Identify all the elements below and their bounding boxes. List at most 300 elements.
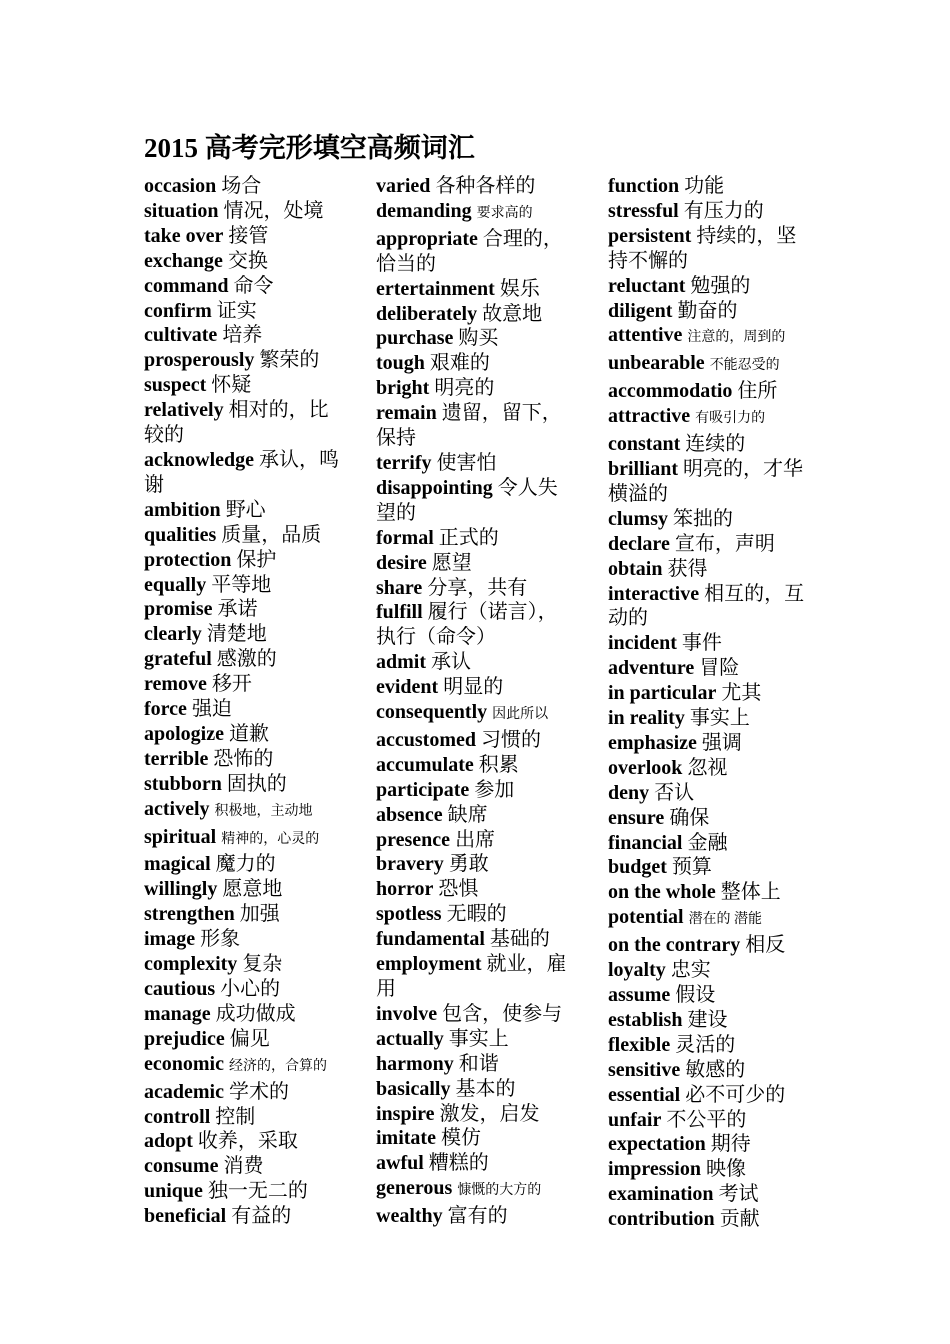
vocab-entry <box>376 551 576 576</box>
vocab-chinese: 参加 <box>474 778 515 801</box>
vocab-entry <box>608 274 808 299</box>
vocab-entry <box>608 1132 808 1157</box>
vocab-chinese: 潜在的 潜能 <box>688 912 763 928</box>
vocab-english: relatively <box>144 399 224 422</box>
vocab-entry <box>144 174 344 199</box>
vocab-entry <box>608 681 808 706</box>
vocab-english: tough <box>376 352 425 375</box>
vocab-entry <box>608 706 808 731</box>
vocab-chinese: 忠实 <box>670 959 711 982</box>
vocab-entry <box>376 376 576 401</box>
vocab-entry <box>376 174 576 199</box>
vocab-english: wealthy <box>376 1205 443 1228</box>
vocab-entry <box>144 672 344 697</box>
vocab-chinese: 模仿 <box>440 1127 481 1150</box>
vocab-entry <box>608 557 808 582</box>
vocab-english: acknowledge <box>144 448 254 471</box>
vocab-english: in reality <box>608 707 685 730</box>
vocab-entry <box>144 952 344 977</box>
vocab-english: on the whole <box>608 881 716 904</box>
vocab-english: obtain <box>608 557 663 580</box>
vocab-chinese: 不公平的 <box>666 1108 747 1131</box>
vocab-entry <box>376 600 576 650</box>
vocab-english: disappointing <box>376 476 493 499</box>
vocab-english: cautious <box>144 978 216 1000</box>
vocab-english: demanding <box>376 199 472 222</box>
vocab-english: ensure <box>608 806 665 829</box>
vocab-chinese: 预算 <box>671 856 712 879</box>
vocab-chinese: 忽视 <box>687 756 728 779</box>
vocab-entry <box>376 1176 576 1204</box>
vocab-english: equally <box>144 573 207 596</box>
vocab-entry <box>608 806 808 831</box>
vocab-chinese: 野心 <box>225 498 266 521</box>
vocab-english: financial <box>608 831 683 854</box>
vocab-english: complexity <box>144 953 238 976</box>
vocab-entry <box>376 852 576 877</box>
vocab-entry <box>144 1052 344 1080</box>
vocab-chinese: 笨拙的 <box>673 507 733 530</box>
vocab-chinese: 和谐 <box>458 1052 499 1075</box>
vocab-chinese: 合理的，恰当的 <box>376 227 563 275</box>
vocab-english: expectation <box>608 1133 706 1156</box>
vocab-english: promise <box>144 598 213 621</box>
vocab-chinese: 基础的 <box>489 928 550 951</box>
vocab-english: stubborn <box>144 772 222 795</box>
vocab-english: flexible <box>608 1033 671 1056</box>
vocab-chinese: 勤奋的 <box>677 299 738 322</box>
vocab-english: situation <box>144 199 219 222</box>
vocab-chinese: 勉强的 <box>690 274 751 297</box>
vocab-chinese: 分享，共有 <box>427 576 528 599</box>
vocab-chinese: 明亮的，才华横溢的 <box>608 457 804 505</box>
vocab-entry <box>376 277 576 302</box>
vocab-english: on the contrary <box>608 934 741 957</box>
vocab-chinese: 假设 <box>675 984 716 1006</box>
vocab-chinese: 培养 <box>222 324 263 347</box>
vocab-column-3 <box>608 174 808 1232</box>
vocab-chinese: 保护 <box>236 548 277 571</box>
vocab-entry <box>376 302 576 327</box>
vocab-column-1 <box>144 174 344 1229</box>
vocab-entry <box>144 1154 344 1179</box>
vocab-entry <box>144 448 344 498</box>
vocab-english: remove <box>144 673 207 696</box>
vocab-english: accommodatio <box>608 380 733 403</box>
vocab-chinese: 消费 <box>223 1155 264 1178</box>
vocab-entry <box>608 1058 808 1083</box>
vocab-entry <box>608 905 808 933</box>
vocab-english: prejudice <box>144 1027 225 1050</box>
vocab-chinese: 建设 <box>687 1008 728 1031</box>
vocab-entry <box>144 902 344 927</box>
vocab-chinese: 交换 <box>227 249 268 272</box>
vocab-english: participate <box>376 778 470 801</box>
vocab-chinese: 成功做成 <box>215 1002 296 1025</box>
vocab-entry <box>144 747 344 772</box>
vocab-chinese: 使害怕 <box>436 451 497 474</box>
vocab-entry <box>608 1033 808 1058</box>
vocab-chinese: 金融 <box>687 831 728 854</box>
vocab-english: force <box>144 698 187 721</box>
vocab-english: adopt <box>144 1130 193 1153</box>
vocab-english: economic <box>144 1052 224 1075</box>
vocab-entry <box>608 983 808 1008</box>
vocab-english: interactive <box>608 582 700 605</box>
vocab-english: apologize <box>144 722 224 745</box>
vocab-english: terrible <box>144 747 209 770</box>
vocab-english: share <box>376 576 423 599</box>
vocab-english: grateful <box>144 648 212 671</box>
vocab-chinese: 遗留，留下，保持 <box>376 402 562 450</box>
vocab-chinese: 相对的，比较的 <box>144 399 329 447</box>
vocab-chinese: 慷慨的大方的 <box>457 1183 542 1199</box>
vocab-entry <box>376 650 576 675</box>
vocab-english: exchange <box>144 249 223 272</box>
vocab-english: image <box>144 928 196 951</box>
vocab-english: contribution <box>608 1208 715 1231</box>
vocab-english: remain <box>376 402 437 425</box>
vocab-chinese: 强调 <box>701 731 742 754</box>
vocab-english: admit <box>376 651 426 674</box>
vocab-chinese: 相反 <box>745 934 786 957</box>
vocab-english: manage <box>144 1002 211 1025</box>
vocab-entry <box>144 199 344 224</box>
vocab-english: command <box>144 274 229 297</box>
vocab-entry <box>608 933 808 958</box>
vocab-english: horror <box>376 878 434 901</box>
vocab-entry <box>376 778 576 803</box>
vocab-english: ertertainment <box>376 277 495 300</box>
vocab-entry <box>608 582 808 632</box>
vocab-chinese: 否认 <box>654 781 695 804</box>
vocab-chinese: 恐怖的 <box>213 747 274 770</box>
vocab-entry <box>144 1204 344 1229</box>
vocab-entry <box>376 1077 576 1102</box>
vocab-english: budget <box>608 856 667 879</box>
vocab-chinese: 艰难的 <box>429 352 490 375</box>
vocab-english: bravery <box>376 853 444 876</box>
vocab-english: assume <box>608 984 671 1006</box>
vocab-entry <box>608 880 808 905</box>
vocab-entry <box>376 1102 576 1127</box>
vocab-english: deny <box>608 781 650 804</box>
vocab-chinese: 承认，鸣谢 <box>144 448 339 496</box>
vocab-entry <box>608 457 808 507</box>
vocab-english: terrify <box>376 451 432 474</box>
vocab-chinese: 强迫 <box>191 698 232 721</box>
vocab-chinese: 要求高的 <box>476 205 533 221</box>
vocab-english: actively <box>144 797 210 820</box>
vocab-chinese: 恐惧 <box>438 878 479 901</box>
vocab-entry <box>376 1052 576 1077</box>
vocab-entry <box>376 576 576 601</box>
vocab-chinese: 糟糕的 <box>428 1152 489 1175</box>
vocab-entry <box>608 379 808 404</box>
vocab-chinese: 有益的 <box>231 1205 292 1228</box>
vocab-entry <box>376 1204 576 1229</box>
vocab-entry <box>376 401 576 451</box>
vocab-entry <box>608 656 808 681</box>
vocab-english: attentive <box>608 324 683 347</box>
vocab-entry <box>144 1027 344 1052</box>
vocab-english: unique <box>144 1180 203 1203</box>
vocab-chinese: 激发，启发 <box>439 1102 540 1125</box>
page-title: 2015 高考完形填空高频词汇 <box>144 133 475 163</box>
vocab-chinese: 清楚地 <box>206 623 267 646</box>
vocab-english: imitate <box>376 1127 436 1150</box>
vocab-english: strengthen <box>144 903 235 926</box>
vocab-chinese: 习惯的 <box>480 728 541 751</box>
vocab-chinese: 情况，处境 <box>223 199 324 222</box>
vocab-english: essential <box>608 1083 681 1106</box>
vocab-chinese: 相互的，互动的 <box>608 582 805 630</box>
vocab-chinese: 冒险 <box>699 657 740 680</box>
vocab-entry <box>376 927 576 952</box>
vocab-english: stressful <box>608 199 679 222</box>
vocab-entry <box>144 573 344 598</box>
vocab-entry <box>376 476 576 526</box>
vocab-english: sensitive <box>608 1058 681 1081</box>
vocab-chinese: 学术的 <box>228 1080 289 1103</box>
vocab-chinese: 明亮的 <box>434 377 495 400</box>
vocab-entry <box>376 1126 576 1151</box>
vocab-entry <box>144 523 344 548</box>
vocab-english: inspire <box>376 1102 435 1125</box>
vocab-english: in particular <box>608 682 717 705</box>
vocab-entry <box>376 1027 576 1052</box>
vocab-entry <box>144 647 344 672</box>
vocab-english: diligent <box>608 299 673 322</box>
vocab-english: emphasize <box>608 731 697 754</box>
vocab-entry <box>144 597 344 622</box>
vocab-chinese: 获得 <box>667 557 708 580</box>
vocab-chinese: 场合 <box>221 175 262 197</box>
vocab-english: purchase <box>376 327 454 350</box>
vocab-chinese: 证实 <box>216 299 257 322</box>
vocab-entry <box>144 373 344 398</box>
vocab-entry <box>376 700 576 728</box>
vocab-chinese: 事件 <box>681 632 722 655</box>
vocab-entry <box>608 1008 808 1033</box>
vocab-english: prosperously <box>144 349 255 372</box>
vocab-entry <box>144 249 344 274</box>
vocab-english: spotless <box>376 903 442 926</box>
vocab-chinese: 事实上 <box>689 707 750 730</box>
vocab-chinese: 愿望 <box>431 551 472 574</box>
vocab-english: harmony <box>376 1052 454 1075</box>
vocab-english: suspect <box>144 374 207 397</box>
vocab-chinese: 偏见 <box>229 1027 270 1050</box>
vocab-english: bright <box>376 377 430 400</box>
vocab-chinese: 故意地 <box>482 302 543 325</box>
vocab-entry <box>608 781 808 806</box>
vocab-english: absence <box>376 803 443 826</box>
vocab-chinese: 购买 <box>458 327 499 350</box>
vocab-chinese: 加强 <box>239 903 280 926</box>
vocab-english: clumsy <box>608 507 668 530</box>
vocab-entry <box>376 675 576 700</box>
vocab-chinese: 收养，采取 <box>197 1130 298 1153</box>
vocab-english: attractive <box>608 405 691 428</box>
vocab-chinese: 灵活的 <box>675 1033 736 1056</box>
vocab-entry <box>144 299 344 324</box>
vocab-entry <box>376 952 576 1002</box>
vocab-chinese: 精神的，心灵的 <box>221 831 320 847</box>
vocab-entry <box>608 1182 808 1207</box>
vocab-chinese: 考试 <box>718 1183 759 1206</box>
vocab-english: loyalty <box>608 959 666 982</box>
vocab-entry <box>376 753 576 778</box>
vocab-english: varied <box>376 175 431 197</box>
vocab-entry <box>376 877 576 902</box>
vocab-english: persistent <box>608 224 692 247</box>
vocab-chinese: 尤其 <box>721 682 762 705</box>
vocab-entry <box>144 498 344 523</box>
vocab-entry <box>376 1002 576 1027</box>
vocab-entry <box>608 831 808 856</box>
vocab-chinese: 就业，雇用 <box>376 953 567 1000</box>
vocab-english: academic <box>144 1080 224 1103</box>
vocab-english: employment <box>376 953 482 976</box>
vocab-entry <box>144 852 344 877</box>
vocab-english: involve <box>376 1002 438 1025</box>
vocab-entry <box>144 697 344 722</box>
vocab-entry <box>376 227 576 277</box>
vocab-entry <box>608 631 808 656</box>
vocab-chinese: 令人失望的 <box>376 476 558 524</box>
vocab-entry <box>376 828 576 853</box>
vocab-english: willingly <box>144 878 218 901</box>
vocab-entry <box>144 1179 344 1204</box>
vocab-entry <box>144 622 344 647</box>
vocab-english: confirm <box>144 299 212 322</box>
vocab-entry <box>608 731 808 756</box>
vocab-entry <box>376 728 576 753</box>
vocab-english: fulfill <box>376 601 423 624</box>
vocab-chinese: 愿意地 <box>222 878 283 901</box>
vocab-entry <box>608 299 808 324</box>
vocab-entry <box>608 958 808 983</box>
vocab-entry <box>608 1207 808 1232</box>
vocab-entry <box>608 174 808 199</box>
vocab-english: beneficial <box>144 1205 227 1228</box>
vocab-entry <box>376 451 576 476</box>
vocab-english: declare <box>608 532 670 555</box>
vocab-english: unbearable <box>608 352 705 375</box>
vocab-chinese: 移开 <box>211 673 252 696</box>
vocab-english: protection <box>144 548 232 571</box>
vocab-entry <box>608 1157 808 1182</box>
vocab-entry <box>144 1002 344 1027</box>
vocab-chinese: 平等地 <box>211 573 272 596</box>
vocab-chinese: 连续的 <box>685 433 746 456</box>
vocab-entry <box>608 199 808 224</box>
vocab-entry <box>608 432 808 457</box>
vocab-chinese: 持续的，坚持不懈的 <box>608 224 797 272</box>
vocab-english: evident <box>376 676 439 699</box>
vocab-english: consume <box>144 1155 219 1178</box>
vocab-english: formal <box>376 526 434 549</box>
vocab-column-2 <box>376 174 576 1229</box>
vocab-chinese: 必不可少的 <box>685 1083 786 1106</box>
vocab-entry <box>144 548 344 573</box>
vocab-english: fundamental <box>376 928 485 951</box>
vocab-chinese: 魔力的 <box>215 853 276 876</box>
vocab-chinese: 经济的，合算的 <box>228 1058 327 1074</box>
vocab-english: cultivate <box>144 324 218 347</box>
vocab-entry <box>144 772 344 797</box>
vocab-chinese: 感激的 <box>216 648 277 671</box>
vocab-chinese: 积极地，主动地 <box>214 803 313 819</box>
vocab-english: constant <box>608 433 681 456</box>
vocab-chinese: 敏感的 <box>685 1058 746 1081</box>
vocab-english: unfair <box>608 1108 662 1131</box>
vocab-entry <box>608 532 808 557</box>
vocab-chinese: 承诺 <box>217 598 258 621</box>
vocab-english: overlook <box>608 756 683 779</box>
vocab-chinese: 明显的 <box>443 676 504 699</box>
vocab-chinese: 接管 <box>228 224 269 247</box>
vocab-english: deliberately <box>376 302 478 325</box>
vocab-entry <box>144 1080 344 1105</box>
vocab-chinese: 期待 <box>710 1133 751 1156</box>
vocab-entry <box>144 224 344 249</box>
vocab-english: qualities <box>144 523 217 546</box>
vocab-entry <box>608 404 808 432</box>
vocab-chinese: 勇敢 <box>448 853 489 876</box>
vocab-chinese: 贡献 <box>719 1208 760 1231</box>
vocab-english: ambition <box>144 498 221 521</box>
vocab-chinese: 因此所以 <box>492 707 549 723</box>
vocab-entry <box>608 1108 808 1133</box>
vocab-english: reluctant <box>608 274 686 297</box>
vocab-chinese: 承认 <box>431 651 471 674</box>
vocab-chinese: 住所 <box>737 380 778 403</box>
vocab-english: incident <box>608 632 677 655</box>
vocab-english: potential <box>608 906 684 929</box>
vocab-entry <box>376 351 576 376</box>
vocab-chinese: 质量，品质 <box>221 523 322 546</box>
vocab-english: consequently <box>376 701 488 724</box>
vocab-english: establish <box>608 1008 683 1031</box>
vocab-english: accumulate <box>376 753 474 776</box>
vocab-entry <box>608 855 808 880</box>
vocab-chinese: 正式的 <box>438 526 499 549</box>
vocab-english: occasion <box>144 175 217 197</box>
vocab-entry <box>144 323 344 348</box>
vocab-chinese: 固执的 <box>226 772 287 795</box>
vocab-english: presence <box>376 828 451 851</box>
vocab-english: desire <box>376 551 427 574</box>
vocab-entry <box>144 877 344 902</box>
vocab-entry <box>144 1105 344 1130</box>
vocab-chinese: 复杂 <box>242 953 283 976</box>
vocab-chinese: 富有的 <box>447 1205 508 1228</box>
vocab-entry <box>608 756 808 781</box>
vocab-chinese: 履行（诺言），执行（命令） <box>376 601 558 649</box>
vocab-chinese: 小心的 <box>220 978 281 1000</box>
vocab-chinese: 确保 <box>669 806 710 829</box>
vocab-entry <box>608 351 808 379</box>
vocab-chinese: 怀疑 <box>211 374 252 397</box>
vocab-chinese: 繁荣的 <box>259 349 320 372</box>
vocab-english: magical <box>144 853 211 876</box>
vocab-entry <box>376 1151 576 1176</box>
vocab-chinese: 道歉 <box>229 722 269 745</box>
vocab-entry <box>608 323 808 351</box>
vocab-chinese: 控制 <box>215 1105 256 1128</box>
